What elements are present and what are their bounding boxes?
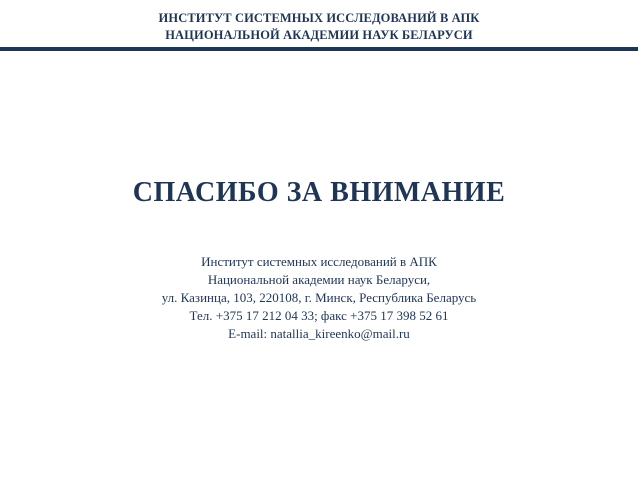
header-institute-name: ИНСТИТУТ СИСТЕМНЫХ ИССЛЕДОВАНИЙ В АПК <box>158 11 480 25</box>
contact-institute: Институт системных исследований в АПК <box>201 254 437 269</box>
slide-title: СПАСИБО ЗА ВНИМАНИЕ <box>132 177 506 208</box>
header-divider <box>0 47 638 51</box>
slide-header <box>0 0 638 66</box>
contact-phone-fax: Тел. +375 17 212 04 33; факс +375 17 398 52 61 <box>189 308 449 323</box>
contact-academy: Национальной академии наук Беларуси, <box>207 272 431 287</box>
contact-email: E-mail: natallia_kireenko@mail.ru <box>228 326 410 341</box>
contact-block <box>0 253 638 343</box>
contact-address: ул. Казинца, 103, 220108, г. Минск, Республика Беларусь <box>161 290 477 305</box>
header-academy-name: НАЦИОНАЛЬНОЙ АКАДЕМИИ НАУК БЕЛАРУСИ <box>165 28 473 42</box>
